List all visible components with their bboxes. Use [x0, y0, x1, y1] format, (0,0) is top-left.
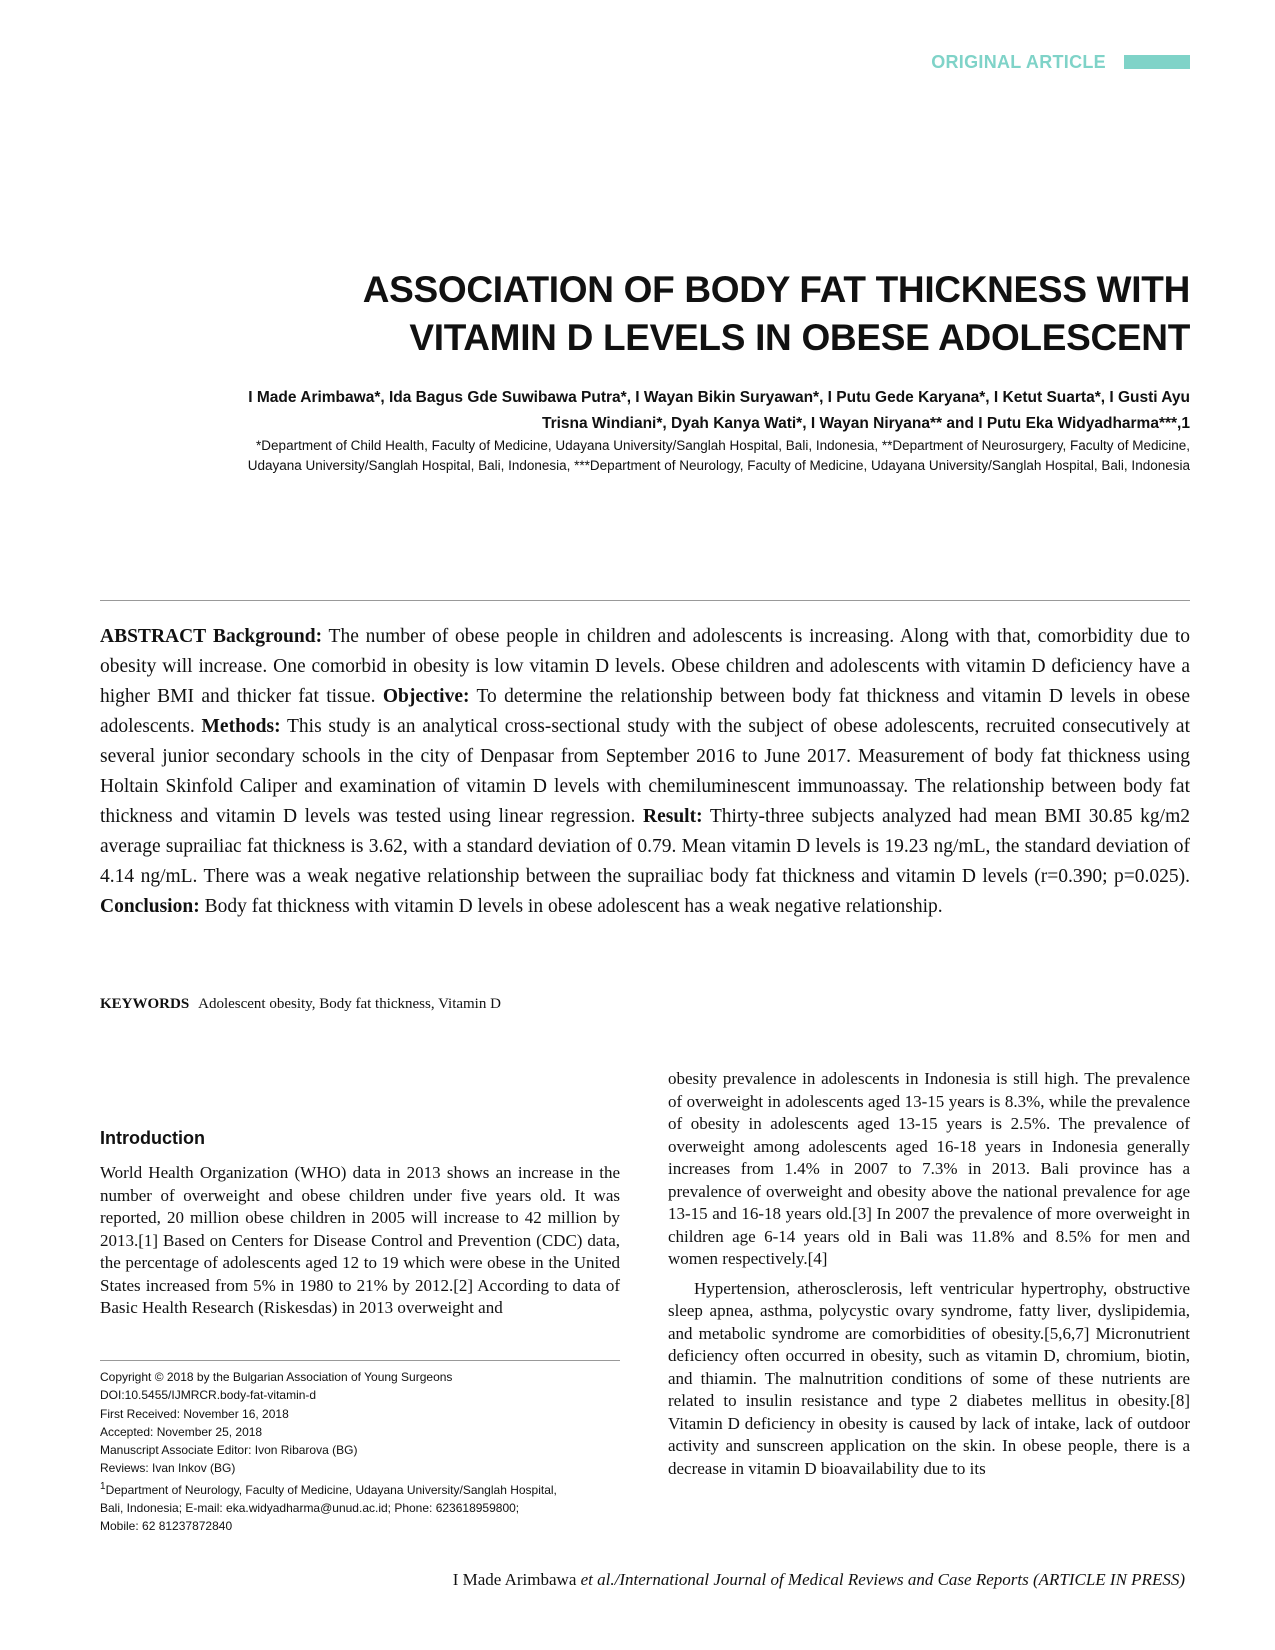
- affiliations-line-2: Udayana University/Sanglah Hospital, Bali, Indonesia, ***Department of Neurology, Faculty of Medicine, Udayana University/Sanglah Hospital, Bali, Indonesia: [247, 458, 1190, 473]
- abstract-divider: [100, 600, 1190, 601]
- background-label: Background:: [213, 626, 323, 647]
- affiliations: [100, 436, 1190, 476]
- accepted-line: Accepted: November 25, 2018: [100, 1424, 263, 1439]
- background-text: The number of obese people in children and adolescents is increasing. Along with that, comorbidity due to obesity will increase. One comorbid in obesity is low vitamin D levels. Obese children and adolescents with vitamin D deficiency have a higher BMI and thicker fat tissue.: [100, 626, 1190, 707]
- footer-journal: /International Journal of Medical Reviews and Case Reports (ARTICLE IN PRESS): [614, 1570, 1185, 1589]
- running-footer: [100, 1570, 1185, 1590]
- right-column: [668, 1068, 1190, 1487]
- footnotes: [100, 1368, 620, 1536]
- correspondence-mark: 1: [100, 1480, 106, 1492]
- editor-line: Manuscript Associate Editor: Ivon Ribarova (BG): [100, 1443, 358, 1458]
- objective-label: Objective:: [382, 686, 470, 707]
- body-paragraph-1: obesity prevalence in adolescents in Indonesia is still high. The prevalence of overweight in adolescents aged 13-15 years is 8.3%, while the prevalence of obesity in adolescents aged 13-15 years is 2.5%. The prevalence of overweight among adolescents aged 16-18 years in Indonesia generally increases from 1.4% in 2007 to 7.3% in 2013. Bali province has a prevalence of overweight and obesity above the national prevalence for age 13-15 and 16-18 years old.[3] In 2007 the prevalence of more overweight in children age 6-14 years old in Bali was 11.8% and 8.5% for men and women respectively.[4]: [668, 1069, 1190, 1268]
- article-title: [100, 266, 1190, 362]
- result-text: Thirty-three subjects analyzed had mean BMI 30.85 kg/m2 average suprailiac fat thickness is 3.62, with a standard deviation of 0.79. Mean vitamin D levels is 19.23 ng/mL, the standard deviation of 4.14 ng/mL. There was a weak negative relationship between the suprailiac body fat thickness and vitamin D levels (r=0.390; p=0.025).: [100, 806, 1191, 887]
- methods-label: Methods:: [201, 716, 281, 737]
- correspondence-text-1: Department of Neurology, Faculty of Medicine, Udayana University/Sanglah Hospital,: [105, 1482, 557, 1497]
- reviews-line: Reviews: Ivan Inkov (BG): [100, 1461, 236, 1476]
- authors-line-1: I Made Arimbawa*, Ida Bagus Gde Suwibawa Putra*, I Wayan Bikin Suryawan*, I Putu Gede Karyana*, I Ketut Suarta*, I Gusti Ayu: [248, 389, 1190, 406]
- footnote-divider: [100, 1360, 620, 1361]
- correspondence-line-1: [100, 1478, 620, 1499]
- keywords-text: Adolescent obesity, Body fat thickness, Vitamin D: [198, 996, 501, 1012]
- conclusion-text: Body fat thickness with vitamin D levels in obese adolescent has a weak negative relationship.: [204, 896, 943, 917]
- footer-author: I Made Arimbawa: [452, 1570, 577, 1589]
- footer-etal: et al.: [580, 1570, 615, 1589]
- article-type-tag: [900, 50, 1190, 74]
- abstract: [100, 622, 1190, 922]
- introduction-heading: Introduction: [100, 1128, 205, 1148]
- correspondence-line-3: Mobile: 62 81237872840: [100, 1519, 233, 1534]
- title-line-1: ASSOCIATION OF BODY FAT THICKNESS WITH: [362, 269, 1190, 310]
- received-line: First Received: November 16, 2018: [100, 1406, 289, 1421]
- article-type-label: ORIGINAL ARTICLE: [931, 51, 1106, 72]
- keywords: [100, 996, 1190, 1013]
- abstract-label: ABSTRACT: [100, 626, 207, 647]
- introduction-paragraph: World Health Organization (WHO) data in 2013 shows an increase in the number of overweight and obese children under five years old. It was reported, 20 million obese children in 2005 will increase to 42 million by 2013.[1] Based on Centers for Disease Control and Prevention (CDC) data, the percentage of adolescents aged 12 to 19 which were obese in the United States increased from 5% in 1980 to 21% by 2012.[2] According to data of Basic Health Research (Riskesdas) in 2013 overweight and: [100, 1163, 620, 1317]
- correspondence-line-2: Bali, Indonesia; E-mail: eka.widyadharma@unud.ac.id; Phone: 623618959800;: [100, 1501, 520, 1516]
- author-list: [100, 385, 1190, 437]
- affiliations-line-1: *Department of Child Health, Faculty of Medicine, Udayana University/Sanglah Hospital, Bali, Indonesia, **Department of Neurosurgery, Faculty of Medicine,: [256, 438, 1190, 453]
- keywords-label: KEYWORDS: [100, 996, 190, 1012]
- objective-text: To determine the relationship between body fat thickness and vitamin D levels in obese adolescents.: [100, 686, 1190, 737]
- copyright-line: Copyright © 2018 by the Bulgarian Association of Young Surgeons: [100, 1370, 453, 1384]
- methods-text: This study is an analytical cross-sectional study with the subject of obese adolescents, recruited consecutively at several junior secondary schools in the city of Denpasar from September 2016 to June 2017. Measurement of body fat thickness using Holtain Skinfold Caliper and examination of vitamin D levels with chemiluminescent immunoassay. The relationship between body fat thickness and vitamin D levels was tested using linear regression.: [100, 716, 1190, 827]
- body-paragraph-2: Hypertension, atherosclerosis, left ventricular hypertrophy, obstructive sleep apnea, asthma, polycystic ovary syndrome, fatty liver, dyslipidemia, and metabolic syndrome are comorbidities of obesity.[5,6,7] Micronutrient deficiency often occurred in obesity, such as vitamin D, chromium, biotin, and thiamin. The malnutrition conditions of some of these nutrients are related to insulin resistance and type 2 diabetes mellitus in obesity.[8] Vitamin D deficiency in obesity is caused by lack of intake, lack of outdoor activity and sunscreen application on the skin. In obese people, there is a decrease in vitamin D bioavailability due to its: [668, 1278, 1190, 1478]
- conclusion-label: Conclusion:: [100, 896, 200, 917]
- title-line-2: VITAMIN D LEVELS IN OBESE ADOLESCENT: [409, 317, 1190, 358]
- authors-line-2: Trisna Windiani*, Dyah Kanya Wati*, I Wayan Niryana** and I Putu Eka Widyadharma***,1: [541, 415, 1190, 432]
- accent-bar: [1124, 55, 1190, 69]
- doi-line: DOI:10.5455/IJMRCR.body-fat-vitamin-d: [100, 1388, 317, 1403]
- result-label: Result:: [643, 806, 703, 827]
